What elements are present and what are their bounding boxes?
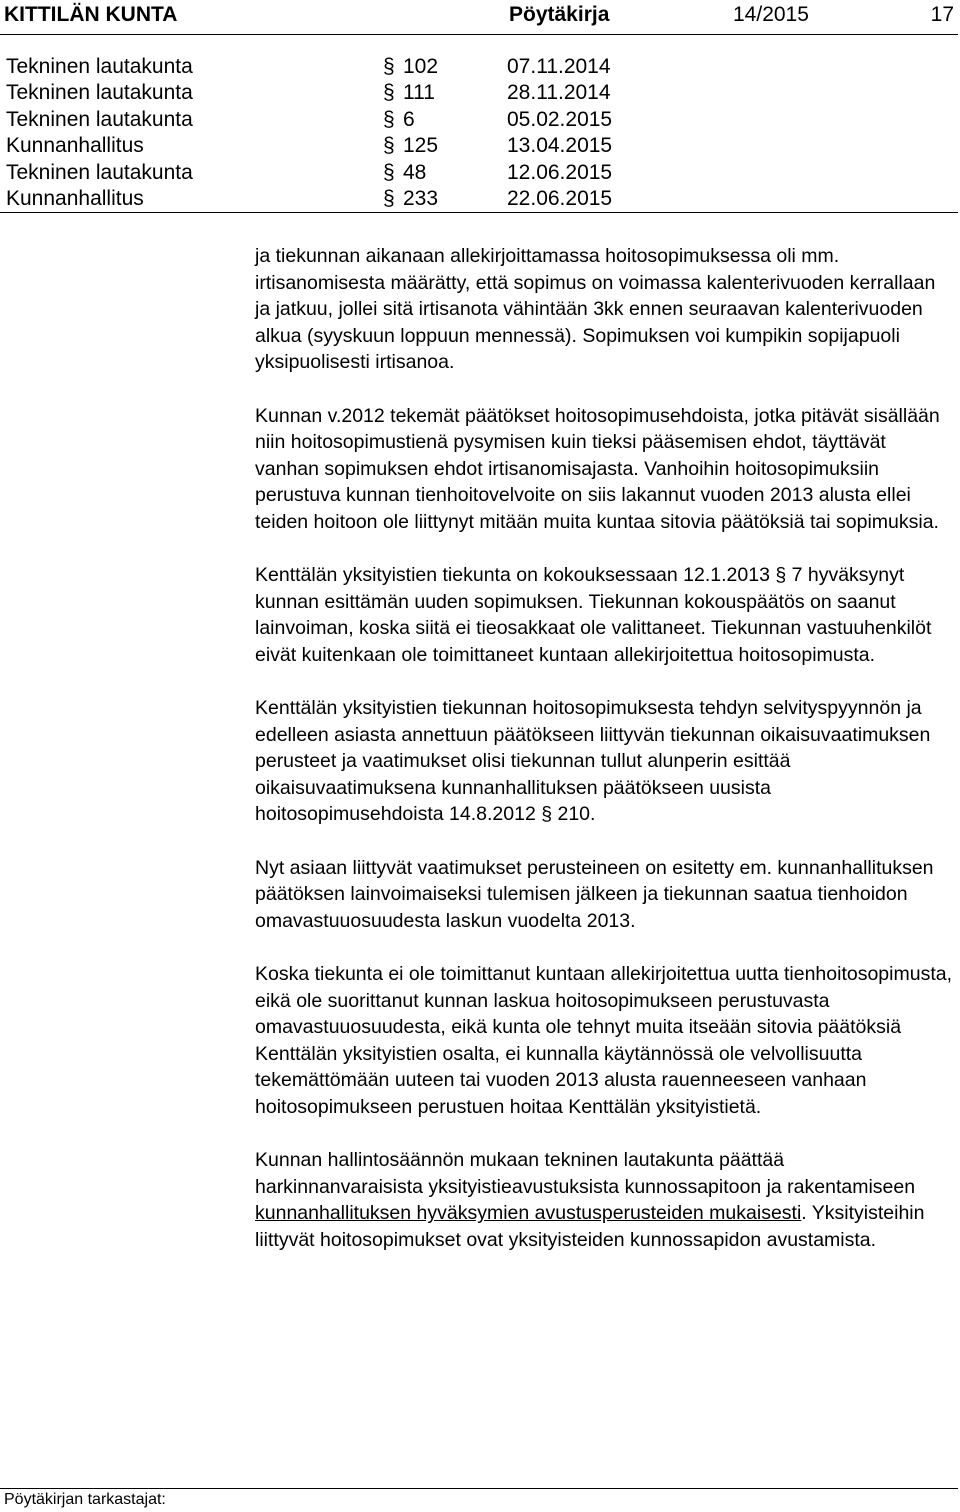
document-body	[255, 243, 955, 1280]
history-org: Tekninen lautakunta	[6, 55, 193, 78]
grant-criteria-link[interactable]: kunnanhallituksen hyväksymien avustusperusteiden mukaisesti	[255, 1202, 802, 1225]
history-section-number: 111	[403, 81, 435, 105]
section-mark: §	[383, 107, 395, 131]
paragraph-clarification-request: Kenttälän yksityistien tiekunnan hoitosopimuksesta tehdyn selvityspyynnön ja edelleen asiasta annettuun päätökseen liittyvän tiekunnan oikaisuvaatimuksen perusteet ja vaatimukset olisi tiekunnan tullut alunperin esittää oikaisuvaatimuksena kunnanhallituksen päätökseen uusista hoitosopimusehdoista 14.8.2012 § 210.	[255, 697, 931, 826]
history-divider	[0, 212, 958, 213]
paragraph-termination: ja tiekunnan aikanaan allekirjoittamassa hoitosopimuksessa oli mm. irtisanomisesta määrätty, että sopimus on voimassa kalenterivuoden kerrallaan ja jatkuu, jollei sitä irtisanota vähintään 3kk ennen seuraavan kalenterivuoden alkua (syyskuun loppuun mennessä). Sopimuksen voi kumpikin sopijapuoli yksipuolisesti irtisanoa.	[255, 245, 936, 374]
footer-inspectors-label: Pöytäkirjan tarkastajat:	[4, 1491, 166, 1508]
history-org: Kunnanhallitus	[6, 186, 144, 210]
history-date: 13.04.2015	[507, 134, 613, 158]
rules-text-before: Kunnan hallintosäännön mukaan tekninen lautakunta päättää harkinnanvaraisista yksityistieavustuksista kunnossapitoon ja rakentamiseen	[255, 1149, 916, 1198]
history-section-number: 125	[403, 134, 439, 158]
paragraph-administrative-rules	[255, 1147, 955, 1253]
decision-history	[0, 54, 960, 212]
rules-text-after: . Yksityisteihin liittyvät hoitosopimukset ovat yksityisteiden kunnossapidon avustamista.	[255, 1202, 925, 1251]
history-section-number: 6	[403, 107, 415, 131]
paragraph-claims: Nyt asiaan liittyvät vaatimukset perusteineen on esitetty em. kunnanhallituksen päätöksen lainvoimaiseksi tulemisen jälkeen ja tiekunnan saatua tienhoidon omavastuuosuudesta laskun vuodelta 2013.	[255, 856, 934, 932]
document-type: Pöytäkirja	[509, 3, 610, 26]
paragraph-conclusion: Koska tiekunta ei ole toimittanut kuntaan allekirjoitettua uutta tienhoitosopimusta, eikä ole suorittanut kunnan laskua hoitosopimukseen perustuvasta omavastuuosuudesta, eikä kunta ole tehnyt muita itseään sitovia päätöksiä Kenttälän yksityistien osalta, ei kunnalla käytännössä ole velvollisuutta tekemättömään uuteen tai vuoden 2013 alusta rauenneeseen vanhaan hoitosopimukseen perustuen hoitaa Kenttälän yksityistietä.	[255, 963, 953, 1118]
history-row	[0, 186, 960, 212]
paragraph-decisions-2012: Kunnan v.2012 tekemät päätökset hoitosopimusehdoista, jotka pitävät sisällään niin hoitosopimustienä pysymisen kuin tieksi pääsemisen ehdot, täyttävät vanhan sopimuksen ehdot irtisanomisajasta. Vanhoihin hoitosopimuksiin perustuva kunnan tienhoitovelvoite on siis lakannut vuoden 2013 alusta ellei teiden hoitoon ole liittynyt mitään muita kuntaa sitovia päätöksiä tai sopimuksia.	[255, 404, 940, 533]
history-row	[0, 54, 960, 80]
history-row	[0, 160, 960, 186]
section-mark: §	[383, 134, 395, 158]
footer-divider	[0, 1488, 958, 1489]
section-mark: §	[383, 55, 395, 78]
page-number: 17	[930, 3, 954, 26]
section-mark: §	[383, 81, 395, 105]
history-date: 28.11.2014	[507, 81, 611, 105]
history-date: 22.06.2015	[507, 186, 613, 210]
history-org: Tekninen lautakunta	[6, 160, 193, 184]
history-row	[0, 80, 960, 106]
municipality-name: KITTILÄN KUNTA	[4, 3, 178, 26]
history-section-number: 102	[403, 55, 439, 78]
history-date: 05.02.2015	[507, 107, 613, 131]
history-row	[0, 133, 960, 159]
document-number: 14/2015	[733, 3, 809, 26]
history-section-number: 233	[403, 186, 439, 210]
section-mark: §	[383, 160, 395, 184]
history-section-number: 48	[403, 160, 427, 184]
history-org: Tekninen lautakunta	[6, 81, 193, 105]
history-org: Kunnanhallitus	[6, 134, 144, 158]
paragraph-road-association-meeting: Kenttälän yksityistien tiekunta on kokouksessaan 12.1.2013 § 7 hyväksynyt kunnan esittämän uuden sopimuksen. Tiekunnan kokouspäätös on saanut lainvoiman, koska siitä ei tieosakkaat ole valittaneet. Tiekunnan vastuuhenkilöt eivät kuitenkaan ole toimittaneet kuntaan allekirjoitettua hoitosopimusta.	[255, 564, 932, 666]
section-mark: §	[383, 186, 395, 210]
page-header	[0, 0, 960, 30]
history-row	[0, 107, 960, 133]
history-date: 07.11.2014	[507, 55, 611, 78]
history-org: Tekninen lautakunta	[6, 107, 193, 131]
history-date: 12.06.2015	[507, 160, 613, 184]
header-divider	[0, 34, 958, 35]
